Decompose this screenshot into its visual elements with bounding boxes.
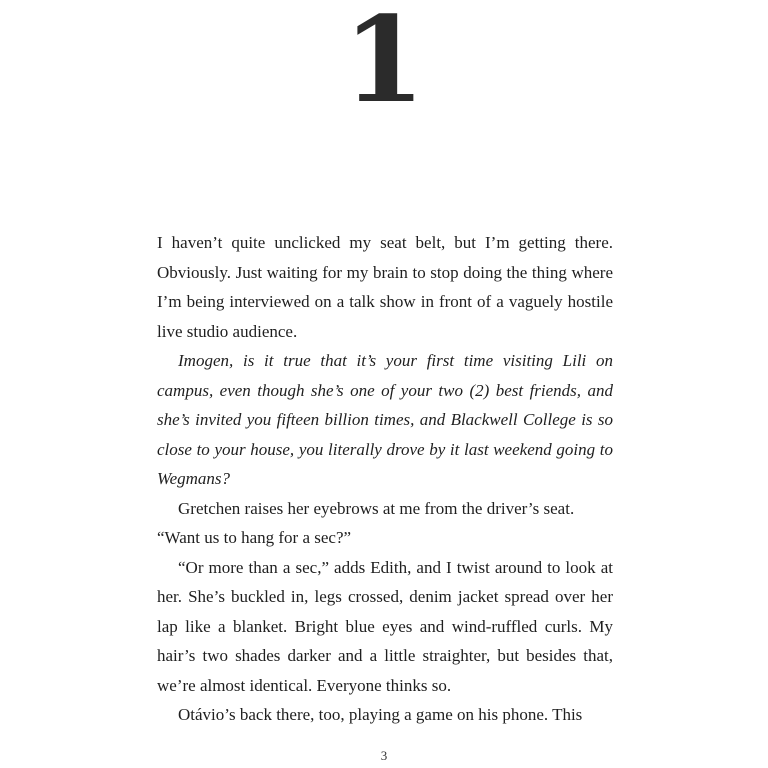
paragraph-want-us: “Want us to hang for a sec?” bbox=[157, 528, 352, 547]
paragraph-opening: I haven’t quite unclicked my seat belt, but I’m getting there. Obviously. Just waiting for my brain to stop doing the thing where I’m being interviewed on a talk show in front of a vaguely hostile live studio audience. bbox=[157, 233, 613, 341]
paragraph-edith: “Or more than a sec,” adds Edith, and I twist around to look at her. She’s buckled in, legs crossed, denim jacket spread over her lap like a blanket. Bright blue eyes and wind-ruffled curls. My hair’s two shades darker and a little straighter, but besides that, we’re almost identical. Everyone thinks so. bbox=[157, 557, 613, 695]
paragraph-gretchen: Gretchen raises her eyebrows at me from the driver’s seat. bbox=[178, 498, 575, 518]
body-text bbox=[157, 228, 613, 730]
page-number: 3 bbox=[380, 748, 388, 763]
paragraph-otavio: Otávio’s back there, too, playing a game on his phone. This bbox=[178, 705, 583, 724]
paragraph-italic-interview: Imogen, is it true that it’s your first time visiting Lili on campus, even though she’s one of your two (2) best friends, and she’s invited you fifteen billion times, and Blackwell College is so close to your house, you literally drove by it last weekend going to Wegmans? bbox=[157, 351, 613, 488]
chapter-number: 1 bbox=[342, 0, 426, 129]
